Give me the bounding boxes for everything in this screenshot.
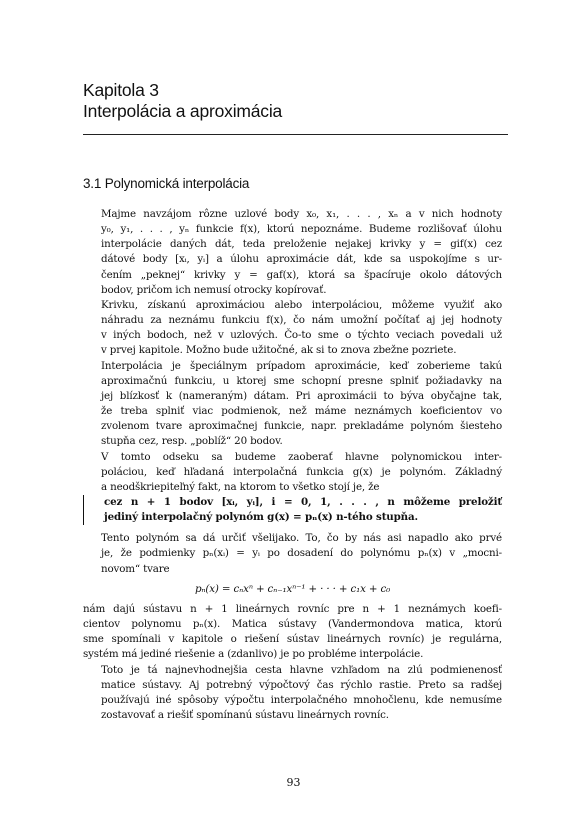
text-line: y₀, y₁, . . . , yₙ funkcie f(x), ktorú nepoznáme. Budeme rozlišovať úlohu xyxy=(101,223,502,236)
section-title: 3.1 Polynomická interpolácia xyxy=(83,176,250,191)
text-line: zostavovať a riešiť spomínanú sústavu lineárnych rovníc. xyxy=(101,709,389,721)
text-line: Krivku, získanú aproximáciou alebo interpoláciou, môžeme využiť ako xyxy=(101,298,502,311)
theorem-line: cez n + 1 bodov [xᵢ, yᵢ], i = 0, 1, . . . , n môžeme preložiť xyxy=(104,495,502,508)
chapter-heading xyxy=(83,80,282,122)
chapter-title: Interpolácia a aproximácia xyxy=(83,101,283,121)
text-line: Majme navzájom rôzne uzlové body x₀, x₁, . . . , xₙ a v nich hodnoty xyxy=(101,208,502,220)
text-line: aproximačnú funkciu, u ktorej sme schopní presne splniť požiadavky na xyxy=(101,374,502,387)
text-line: v iných bodoch, než v uzlových. Čo-to sme o týchto veciach povedali už xyxy=(101,329,502,342)
paragraph-7 xyxy=(83,663,502,724)
text-line: že treba splniť viac podmienok, než máme neznámych koeficientov vo xyxy=(101,405,502,418)
text-line: zvolenom tvare aproximačnej funkcie, napr. prekladáme polynóm šiesteho xyxy=(101,420,502,433)
text-line: interpolácie daných dát, teda preloženie nejakej krivky y = gif(x) cez xyxy=(101,238,502,251)
polynomial-formula: pₙ(x) = cₙxⁿ + cₙ₋₁xⁿ⁻¹ + · · · + c₁x + c₀ xyxy=(194,582,391,595)
text-line: stupňa cez, resp. „poblíž“ 20 bodov. xyxy=(101,435,283,448)
text-line: nám dajú sústavu n + 1 lineárnych rovníc pre n + 1 neznámych koefi- xyxy=(83,602,502,615)
text-line: a neodškriepiteľný fakt, na ktorom to všetko stojí je, že xyxy=(101,480,380,493)
text-line: poláciou, keď hľadaná interpolačná funkcia g(x) je polynóm. Základný xyxy=(101,465,502,478)
text-line: Interpolácia je špeciálnym prípadom aproximácie, keď zoberieme takú xyxy=(101,359,502,372)
text-line: v prvej kapitole. Možno bude užitočné, ak si to znova zbežne pozriete. xyxy=(101,344,457,357)
chapter-label: Kapitola 3 xyxy=(83,80,159,100)
text-line: jej blízkosť k (nameraným) dátam. Pri aproximácii to býva obyčajne tak, xyxy=(101,389,502,402)
text-line: bodov, pričom ich nemusí otrocky kopírovať. xyxy=(101,283,327,296)
text-line: sme spomínali v kapitole o riešení sústav lineárnych rovníc) je regulárna, xyxy=(83,633,502,646)
text-line: systém má jediné riešenie a (zdanlivo) je po probléme interpolácie. xyxy=(83,648,424,661)
text-line: čením „peknej“ krivky y = gaf(x), ktorá sa špacíruje okolo dátových xyxy=(101,268,502,281)
paragraph-1 xyxy=(83,207,502,298)
text-line: Toto je tá najnevhodnejšia cesta hlavne vzhľadom na zlú podmienenosť xyxy=(101,663,502,676)
text-line: dátové body [xᵢ, yᵢ] a úlohu aproximácie dát, kde sa uspokojíme s ur- xyxy=(101,253,502,266)
chapter-rule xyxy=(83,134,508,135)
text-line: novom“ tvare xyxy=(101,562,170,575)
paragraph-5 xyxy=(83,531,502,576)
text-line: náhradu za neznámu funkciu f(x), čo nám umožní počítať aj jej hodnoty xyxy=(101,314,502,327)
page-number: 93 xyxy=(286,776,301,789)
theorem-box xyxy=(83,495,502,525)
body-text xyxy=(83,207,502,723)
text-line: cientov polynomu pₙ(x). Matica sústavy (Vandermondova matica, ktorú xyxy=(83,618,502,631)
paragraph-4 xyxy=(83,450,502,495)
text-line: používajú iné spôsoby výpočtu interpolačného mnohočlenu, kde nemusíme xyxy=(101,693,502,706)
text-line: matice sústavy. Aj potrebný výpočtový čas rýchlo rastie. Preto sa radšej xyxy=(101,678,502,691)
text-line: Tento polynóm sa dá určiť všelijako. To, čo by nás asi napadlo ako prvé xyxy=(101,532,502,545)
theorem-line: jediný interpolačný polynóm g(x) = pₙ(x) n-tého stupňa. xyxy=(104,511,418,524)
paragraph-3 xyxy=(83,359,502,450)
paragraph-2 xyxy=(83,298,502,359)
paragraph-6 xyxy=(83,602,502,663)
text-line: V tomto odseku sa budeme zaoberať hlavne polynomickou inter- xyxy=(101,450,502,463)
text-line: je, že podmienky pₙ(xᵢ) = yᵢ po dosadení do polynómu pₙ(x) v „mocni- xyxy=(101,547,502,560)
